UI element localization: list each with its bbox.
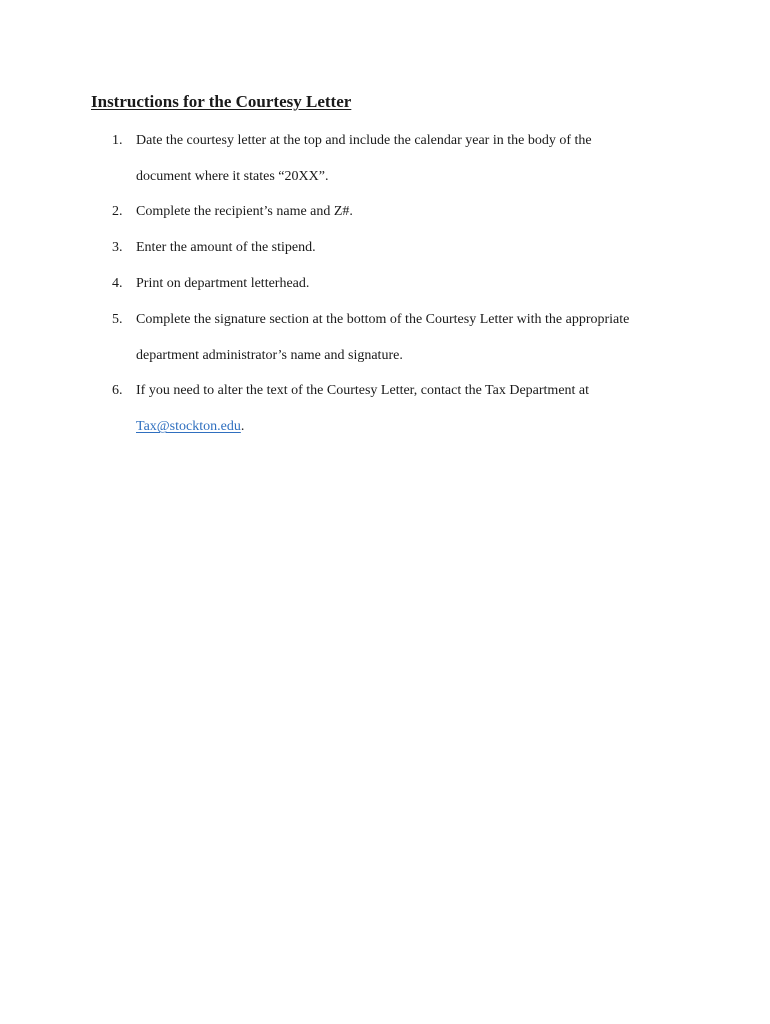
list-item-text: Complete the recipient’s name and Z#.	[136, 204, 353, 219]
tax-email-link[interactable]: Tax@stockton.edu	[136, 419, 241, 434]
list-item-text: document where it states “20XX”.	[136, 169, 329, 184]
list-item-number: 6.	[112, 383, 123, 398]
list-item-number: 3.	[112, 240, 123, 255]
list-item-text-with-link	[136, 419, 244, 435]
list-item-text: Enter the amount of the stipend.	[136, 240, 316, 255]
list-item-number: 1.	[112, 133, 123, 148]
list-item-text: Date the courtesy letter at the top and include the calendar year in the body of the	[136, 133, 592, 148]
list-item-text: If you need to alter the text of the Courtesy Letter, contact the Tax Department at	[136, 383, 590, 398]
list-item-text: department administrator’s name and signature.	[136, 348, 403, 363]
link-suffix: .	[240, 419, 245, 434]
list-item-text: Complete the signature section at the bottom of the Courtesy Letter with the appropriate	[136, 312, 630, 327]
list-item-number: 2.	[112, 204, 123, 219]
document-title: Instructions for the Courtesy Letter	[91, 92, 352, 111]
list-item-text: Print on department letterhead.	[136, 276, 310, 291]
list-item-number: 5.	[112, 312, 123, 327]
list-item-number: 4.	[112, 276, 123, 291]
